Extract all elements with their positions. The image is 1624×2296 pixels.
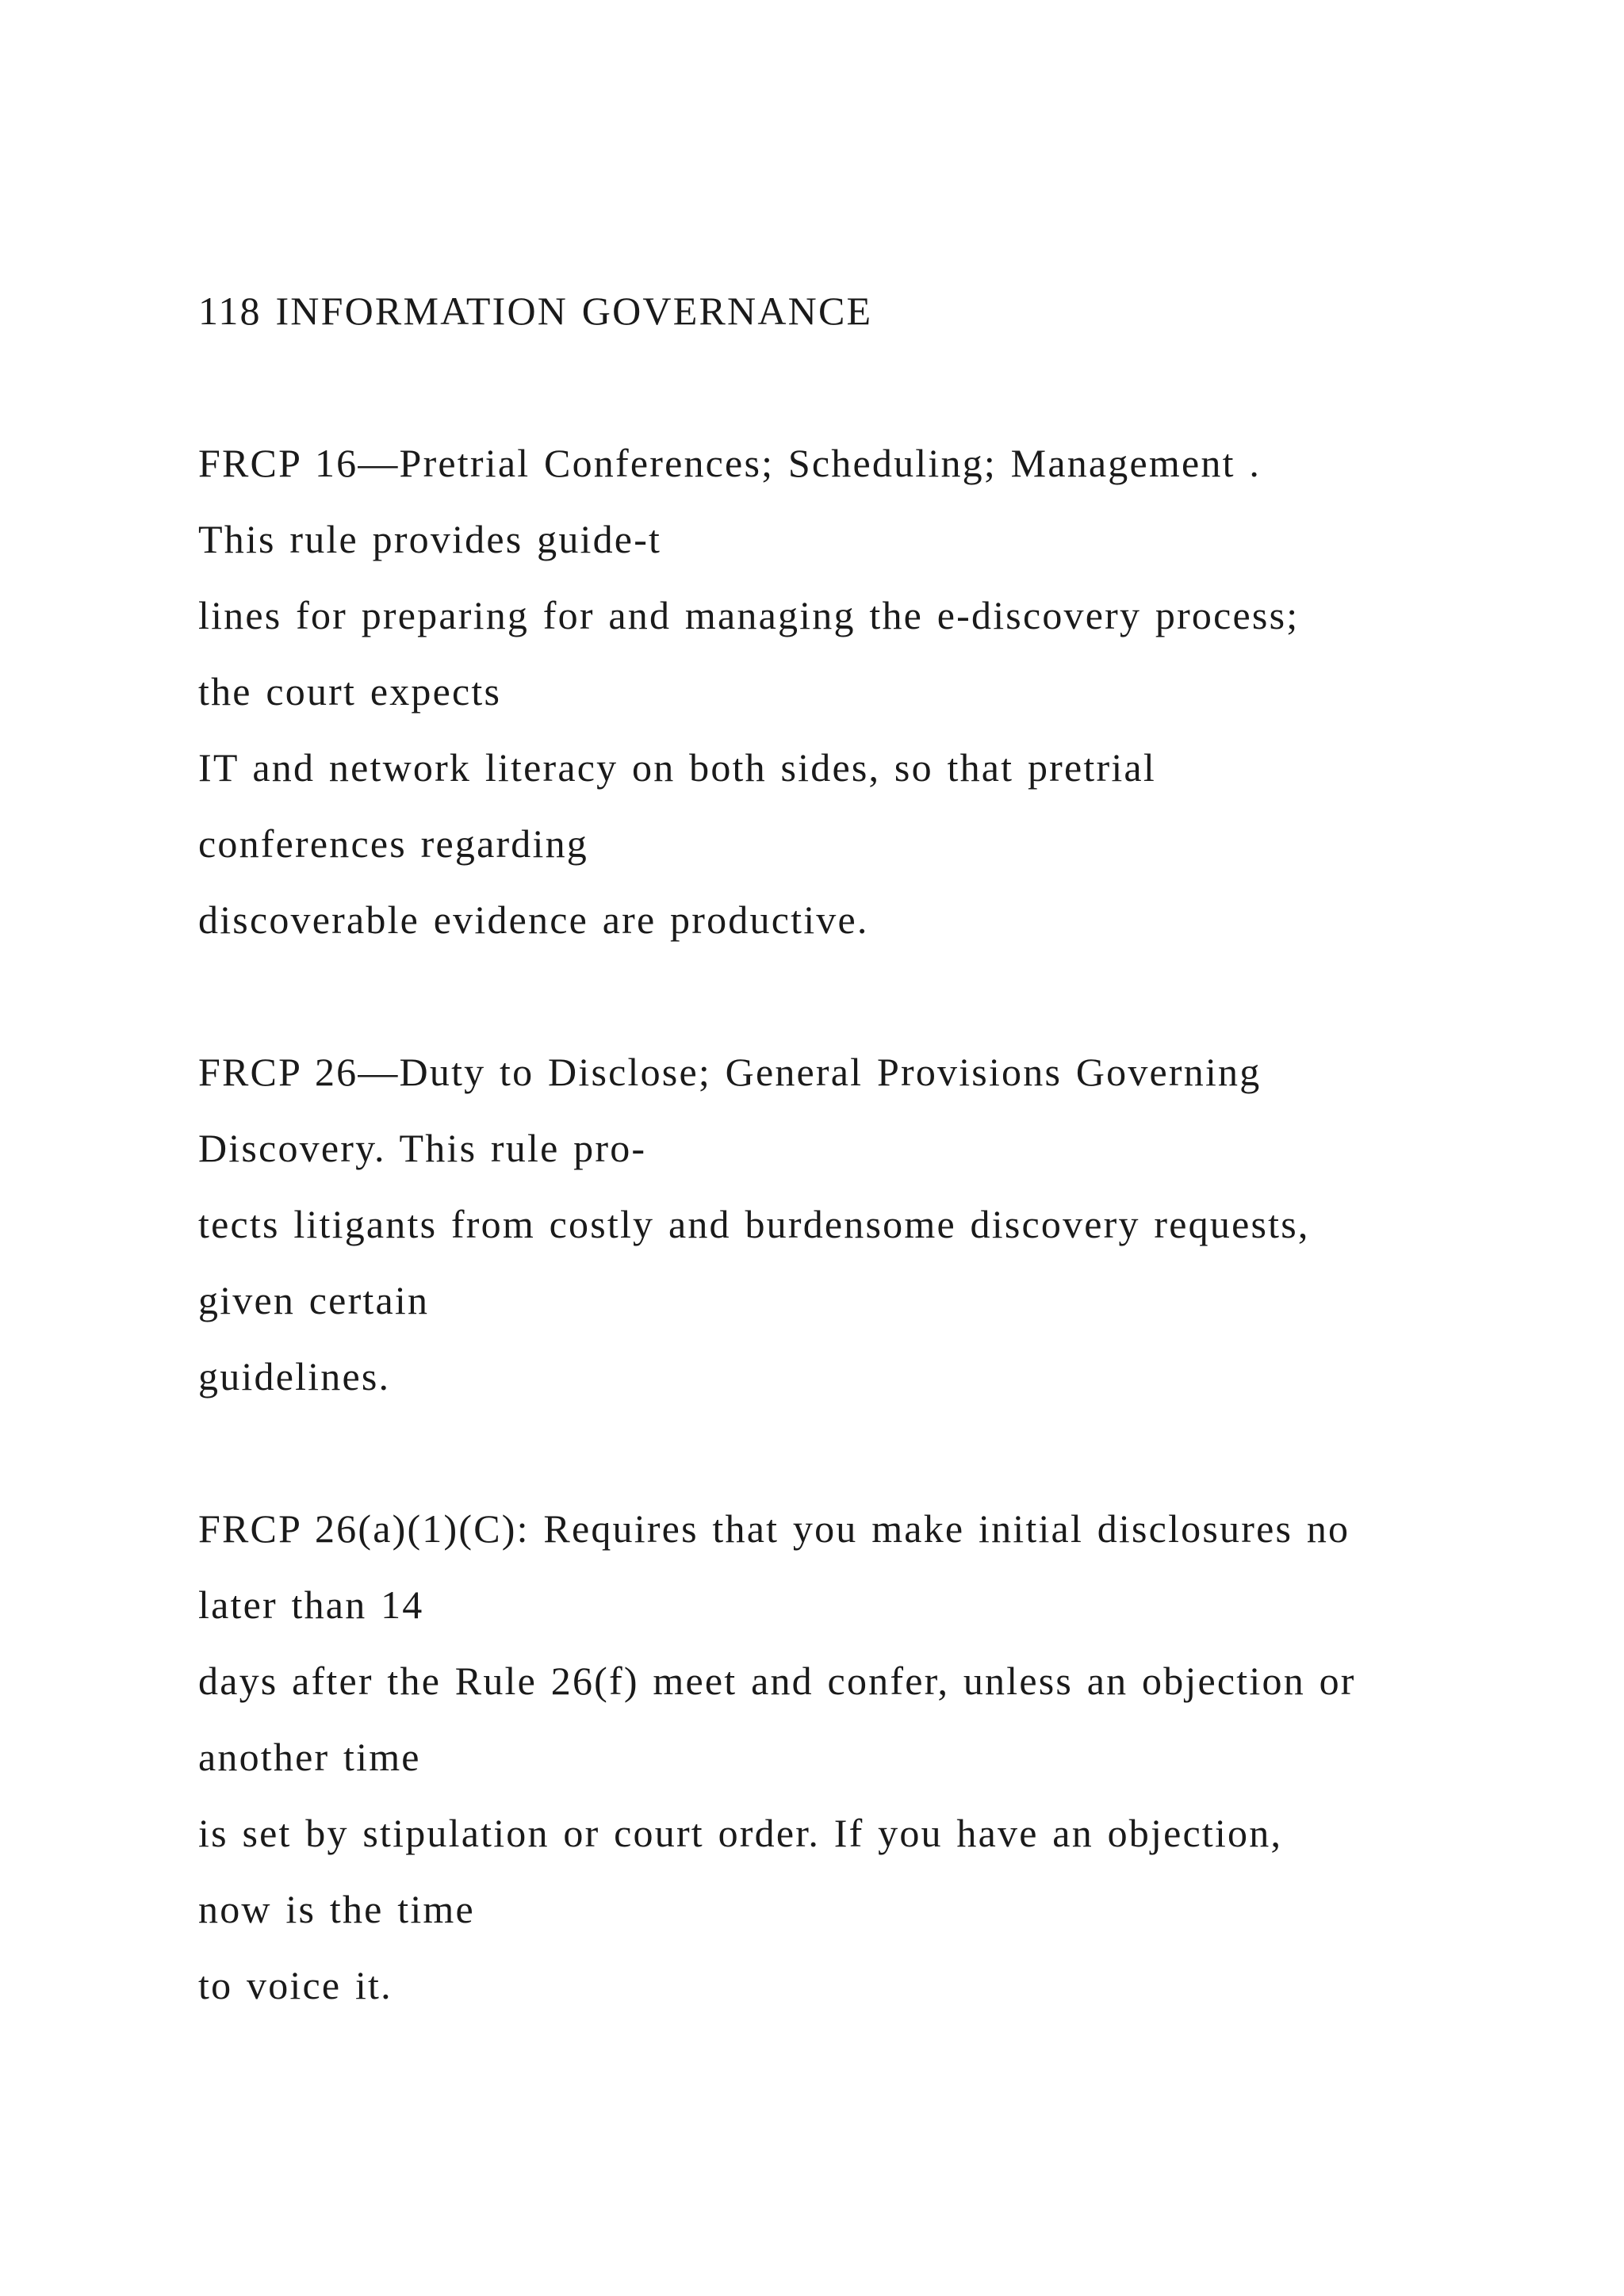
text-line: lines for preparing for and managing the e-discovery process;: [198, 593, 1300, 637]
text-line: IT and network literacy on both sides, so that pretrial: [198, 745, 1156, 790]
text-line: tects litigants from costly and burdensome discovery requests,: [198, 1202, 1310, 1246]
text-line: given certain: [198, 1278, 430, 1322]
text-line: the court expects: [198, 669, 502, 714]
spacer: [198, 1414, 1594, 1490]
text-line: FRCP 16—Pretrial Conferences; Scheduling; Management .: [198, 441, 1262, 485]
text-line: FRCP 26—Duty to Disclose; General Provisions Governing: [198, 1050, 1262, 1094]
page-header: 118 INFORMATION GOVERNANCE: [198, 289, 873, 333]
paragraph-frcp-26a1c: [198, 1490, 1594, 2023]
text-line: now is the time: [198, 1887, 475, 1931]
text-line: later than 14: [198, 1582, 424, 1627]
text-line: is set by stipulation or court order. If you have an objection,: [198, 1811, 1283, 1855]
text-line: FRCP 26(a)(1)(C): Requires that you make initial disclosures no: [198, 1506, 1350, 1551]
paragraph-frcp-16: [198, 425, 1594, 958]
text-line: days after the Rule 26(f) meet and confer, unless an objection or: [198, 1659, 1356, 1703]
text-line: guidelines.: [198, 1354, 391, 1399]
text-line: to voice it.: [198, 1963, 393, 2007]
text-line: discoverable evidence are productive.: [198, 897, 869, 942]
spacer: [198, 349, 1594, 425]
text-line: another time: [198, 1735, 421, 1779]
document-page: [198, 273, 1594, 2023]
text-line: Discovery. This rule pro-: [198, 1126, 647, 1170]
spacer: [198, 958, 1594, 1034]
text-line: conferences regarding: [198, 821, 588, 866]
paragraph-frcp-26: [198, 1034, 1594, 1414]
text-line: This rule provides guide-t: [198, 517, 662, 561]
